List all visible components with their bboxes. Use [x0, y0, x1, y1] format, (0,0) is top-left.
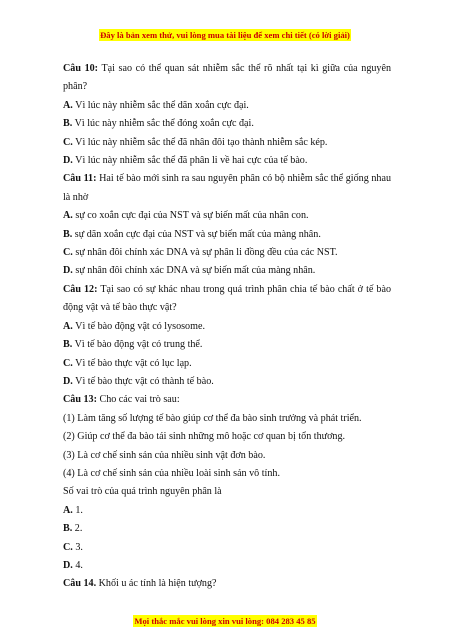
- option-b: B. 2.: [63, 523, 83, 535]
- statement-2: (2) Giúp cơ thể đa bào tái sinh những mô hoặc cơ quan bị tổn thương.: [63, 431, 346, 443]
- question-14: [63, 575, 391, 593]
- option-d: D. Vì lúc này nhiễm sắc thể đã phân li về hai cực của tế bào.: [63, 155, 308, 167]
- question-text: Tại sao có sự khác nhau trong quá trình phân chia tế bào chất ở tế bào động vật và tế bào thực vật?: [63, 283, 391, 314]
- question-10: [63, 60, 391, 97]
- question-label: Câu 10:: [63, 63, 99, 74]
- question-text: Cho các vai trò sau:: [96, 394, 180, 406]
- option-a: A. Vì tế bào động vật có lysosome.: [63, 320, 205, 332]
- question-text: Hai tế bào mới sinh ra sau nguyên phân có bộ nhiễm sắc thể giống nhau là nhờ: [63, 173, 391, 203]
- contact-text: Mọi thắc mắc vui lòng xin vui lòng: 084 283 45 85: [134, 616, 316, 626]
- question-11: [63, 170, 391, 207]
- option-b: B. Vì lúc này nhiễm sắc thể đóng xoắn cực đại.: [63, 118, 254, 130]
- option-b: B. sự dãn xoắn cực đại của NST và sự biến mất của màng nhân.: [63, 228, 321, 240]
- question-label: Câu 12:: [63, 283, 98, 295]
- option-a: A. sự co xoắn cực đại của NST và sự biến mất của nhân con.: [63, 210, 309, 222]
- question-list: [63, 60, 391, 594]
- statement-4: (4) Là cơ chế sinh sản của nhiều loài sinh sản vô tính.: [63, 467, 280, 479]
- option-d: D. Vì tế bào thực vật có thành tế bào.: [63, 375, 214, 387]
- question-prompt: Số vai trò của quá trình nguyên phân là: [63, 486, 222, 498]
- option-d: D. sự nhân đôi chính xác DNA và sự biến mất của màng nhân.: [63, 265, 316, 277]
- statement-1: (1) Làm tăng số lượng tế bào giúp cơ thể đa bào sinh trưởng và phát triển.: [63, 412, 362, 424]
- statement-3: (3) Là cơ chế sinh sản của nhiều sinh vật đơn bào.: [63, 449, 266, 461]
- option-c: C. Vì lúc này nhiễm sắc thể đã nhân đôi tạo thành nhiễm sắc kép.: [63, 136, 328, 148]
- option-c: C. Vì tế bào thực vật có lục lạp.: [63, 357, 192, 369]
- preview-notice-text: Đây là bản xem thử, vui lòng mua tài liệu để xem chi tiết (có lời giải): [100, 30, 350, 40]
- option-a: A. 1.: [63, 504, 83, 516]
- preview-notice-banner: [0, 30, 450, 40]
- option-b: B. Vì tế bào động vật có trung thể.: [63, 339, 203, 351]
- question-label: Câu 14.: [63, 578, 97, 590]
- question-text: Khối u ác tính là hiện tượng?: [96, 578, 217, 590]
- question-label: Câu 11:: [63, 173, 97, 185]
- question-text: Tại sao có thể quan sát nhiễm sắc thể rõ nhất tại kì giữa của nguyên phân?: [63, 63, 391, 93]
- option-a: A. Vì lúc này nhiễm sắc thể dãn xoắn cực đại.: [63, 99, 249, 111]
- question-label: Câu 13:: [63, 394, 97, 406]
- option-d: D. 4.: [63, 559, 83, 571]
- question-12: [63, 281, 391, 318]
- option-c: C. 3.: [63, 541, 83, 553]
- question-13: [63, 391, 391, 409]
- option-c: C. sự nhân đôi chính xác DNA và sự phân li đồng đều của các NST.: [63, 247, 338, 259]
- contact-banner: [0, 616, 450, 626]
